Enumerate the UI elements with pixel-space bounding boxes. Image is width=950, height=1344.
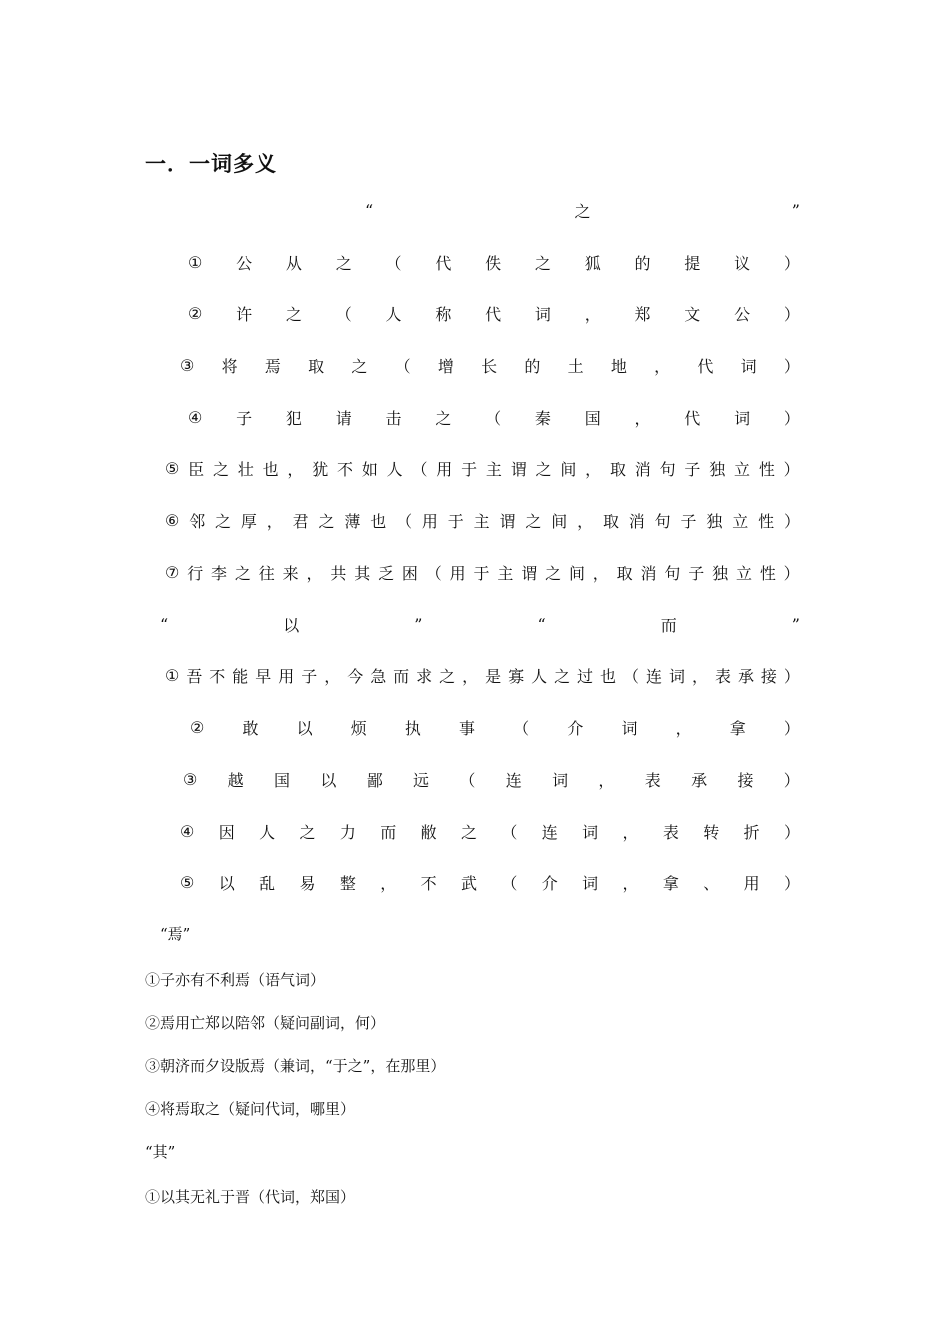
yan-item-3: ③朝济而夕设版焉（兼词，“于之”，在那里） <box>145 1057 446 1075</box>
yi-er-item-2: ② 敢 以 烦 执 事 （ 介 词 ， 拿 ） <box>190 717 800 738</box>
yan-item-2: ②焉用亡郑以陪邻（疑问副词，何） <box>145 1014 386 1032</box>
zhi-item-2: ② 许 之 （ 人 称 代 词 ， 郑 文 公 ） <box>188 303 800 324</box>
section-heading: 一．一词多义 <box>145 152 277 176</box>
yi-er-item-4: ④ 因 人 之 力 而 敝 之 （ 连 词 ， 表 转 折 ） <box>180 821 800 842</box>
yan-item-1: ①子亦有不利焉（语气词） <box>145 971 326 989</box>
zhi-label: “ 之 ” <box>365 200 800 221</box>
qi-item-1: ①以其无礼于晋（代词，郑国） <box>145 1188 356 1206</box>
zhi-item-5: ⑤ 臣 之 壮 也 ， 犹 不 如 人 （ 用 于 主 谓 之 间 ， 取 消 句 子 独 立 性 ） <box>165 458 800 479</box>
qi-label: “其” <box>145 1143 176 1161</box>
zhi-item-1: ① 公 从 之 （ 代 佚 之 狐 的 提 议 ） <box>188 252 800 273</box>
zhi-item-6: ⑥ 邻 之 厚 ， 君 之 薄 也 （ 用 于 主 谓 之 间 ， 取 消 句 子 独 立 性 ） <box>165 510 800 531</box>
zhi-item-3: ③ 将 焉 取 之 （ 增 长 的 土 地 ， 代 词 ） <box>180 355 800 376</box>
zhi-item-4: ④ 子 犯 请 击 之 （ 秦 国 ， 代 词 ） <box>188 407 800 428</box>
yan-item-4: ④将焉取之（疑问代词，哪里） <box>145 1100 356 1118</box>
yi-er-item-1: ① 吾 不 能 早 用 子 ， 今 急 而 求 之 ， 是 寡 人 之 过 也 （ 连 词 ， 表 承 接 ） <box>165 665 800 686</box>
yi-er-label: “ 以 ” “ 而 ” <box>160 614 800 635</box>
zhi-item-7: ⑦ 行 李 之 往 来 ， 共 其 乏 困 （ 用 于 主 谓 之 间 ， 取 消 句 子 独 立 性 ） <box>165 562 800 583</box>
yi-er-item-5: ⑤ 以 乱 易 整 ， 不 武 （ 介 词 ， 拿 、 用 ） <box>180 872 800 893</box>
yi-er-item-3: ③ 越 国 以 鄙 远 （ 连 词 ， 表 承 接 ） <box>183 769 800 790</box>
yan-label: “焉” <box>160 925 191 943</box>
